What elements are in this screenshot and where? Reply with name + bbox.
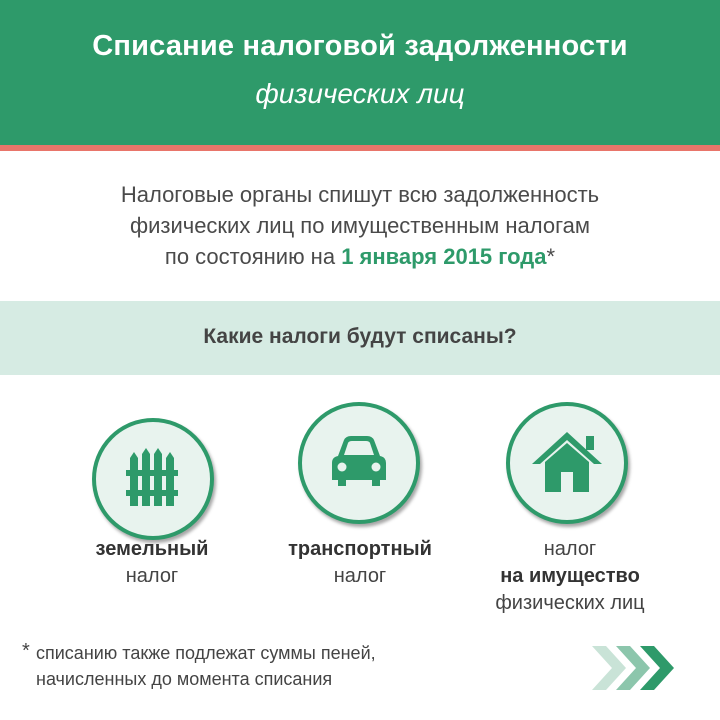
property-tax-subject: физических лиц [495, 592, 645, 614]
intro-date-highlight: 1 января 2015 года [341, 244, 547, 269]
page-title: Списание налоговой задолженности [92, 30, 628, 62]
land-tax-label [62, 536, 242, 590]
property-tax-label [470, 536, 670, 617]
intro-line-2: физических лиц по имущественным налогам [129, 213, 591, 238]
footnote-line-2: начисленных до момента списания [36, 669, 333, 689]
land-tax-name: земельный [95, 538, 209, 560]
intro-line-3 [0, 241, 720, 272]
question-band [0, 301, 720, 375]
question-heading: Какие налоги будут списаны? [203, 325, 517, 348]
property-tax-word: налог [543, 538, 597, 560]
footnote-line-1: списанию также подлежат суммы пеней, [36, 643, 376, 663]
intro-asterisk: * [546, 244, 556, 269]
transport-tax-name: транспортный [288, 538, 432, 560]
intro-line-1: Налоговые органы спишут всю задолженность [120, 182, 600, 207]
land-tax-word: налог [125, 565, 179, 587]
transport-tax-circle [298, 402, 420, 524]
transport-tax-label [268, 536, 452, 590]
house-icon [510, 406, 624, 520]
car-icon [302, 406, 416, 520]
property-tax-circle [506, 402, 628, 524]
header-accent-stripe [0, 145, 720, 151]
land-tax-circle [92, 418, 214, 540]
chevrons-arrow-icon [592, 646, 688, 690]
page-subtitle: физических лиц [255, 78, 465, 109]
property-tax-name: на имущество [500, 565, 640, 587]
header [0, 0, 720, 145]
transport-tax-word: налог [333, 565, 387, 587]
intro-text [0, 179, 720, 272]
fence-icon [96, 422, 210, 536]
intro-line-3-prefix: по состоянию на [164, 244, 342, 269]
footnote-asterisk: * [22, 640, 30, 662]
